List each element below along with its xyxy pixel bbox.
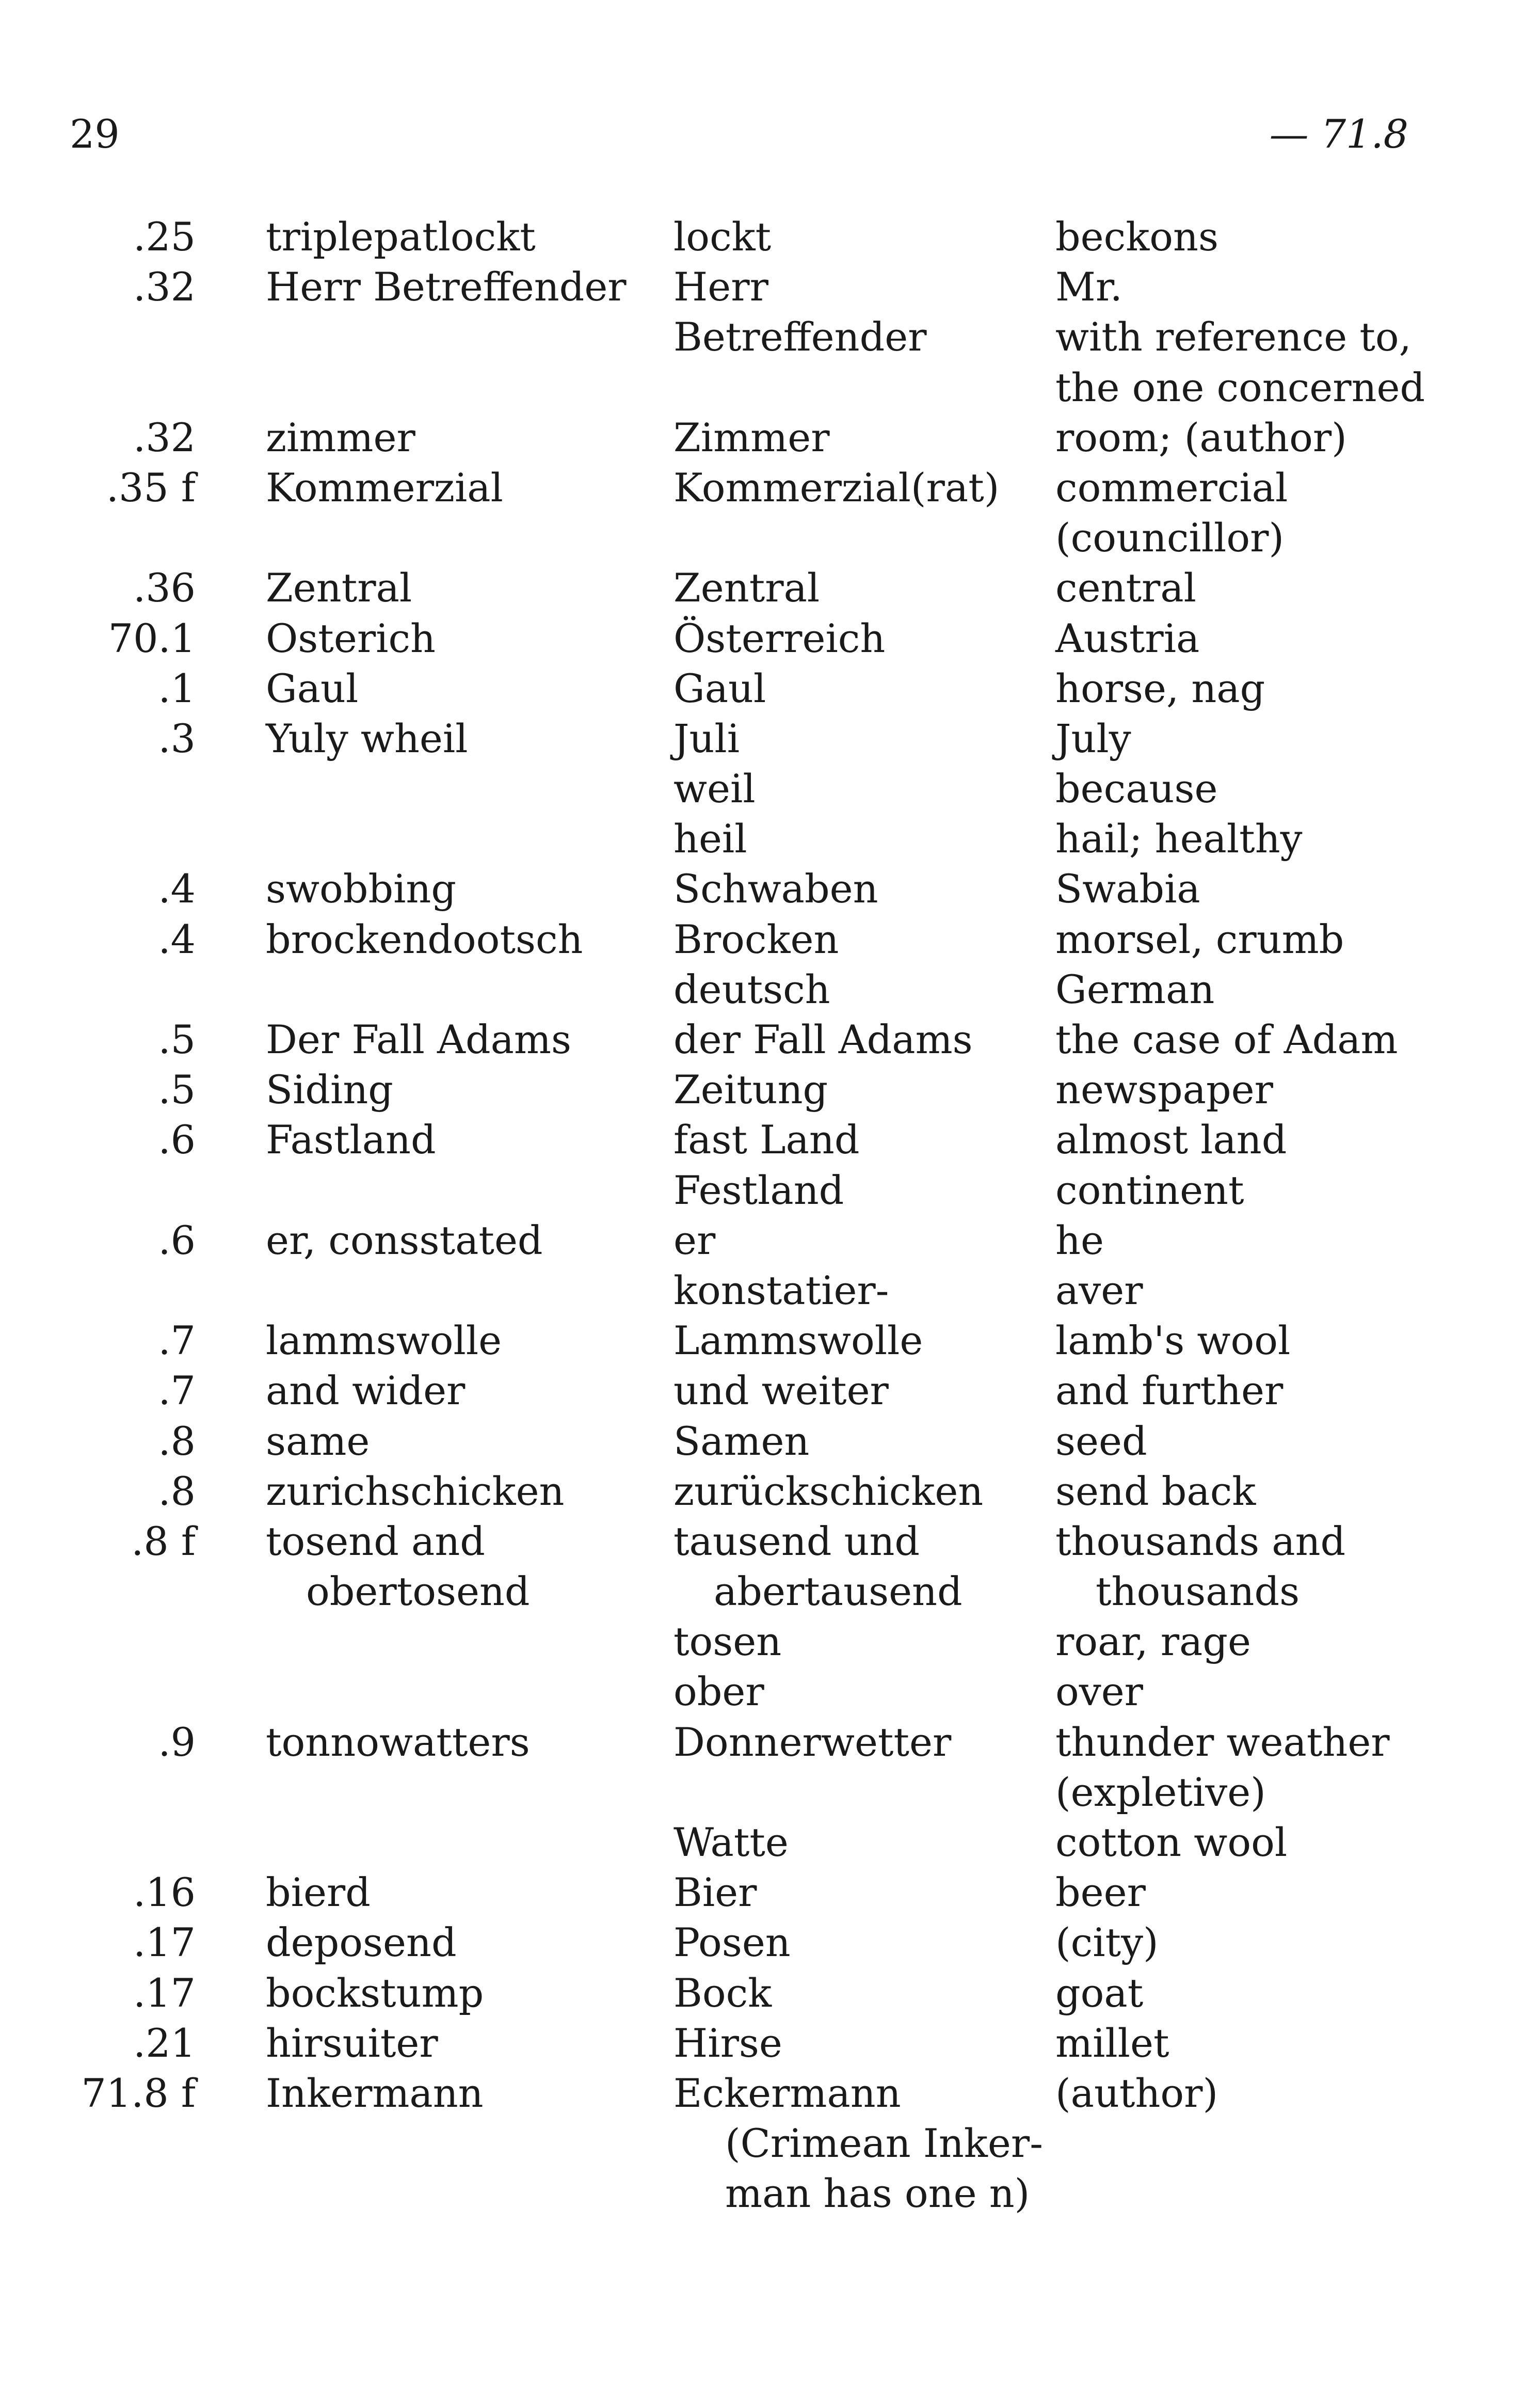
english-gloss-cell: Swabia — [1055, 866, 1200, 912]
line-ref-cell: .6 — [158, 1117, 196, 1163]
english-gloss-cell: the case of Adam — [1055, 1016, 1398, 1062]
glossary-row — [0, 1014, 1540, 1065]
german-word-cell: Zimmer — [673, 414, 830, 460]
english-gloss-cell: thunder weather — [1055, 1719, 1390, 1765]
line-ref-cell: .7 — [158, 1317, 196, 1364]
german-word-cell: konstatier- — [673, 1267, 889, 1313]
line-ref-cell: .17 — [133, 1919, 196, 1966]
german-word-cell: weil — [673, 766, 756, 812]
german-word-cell: Festland — [673, 1167, 844, 1213]
line-ref-cell: .8 — [158, 1418, 196, 1464]
english-gloss-cell: he — [1055, 1217, 1104, 1263]
glossary-row — [0, 1917, 1540, 1967]
german-word-cell: fast Land — [673, 1117, 860, 1163]
english-gloss-cell: lamb's wool — [1055, 1317, 1291, 1364]
glossary-row — [0, 914, 1540, 964]
german-word-cell: tosen — [673, 1618, 782, 1665]
line-ref-cell: 70.1 — [108, 615, 196, 661]
line-ref-cell: .3 — [158, 715, 196, 761]
line-ref-cell: .9 — [158, 1719, 196, 1765]
german-word-cell: heil — [673, 816, 747, 862]
english-gloss-cell: seed — [1055, 1418, 1147, 1464]
glossary-row — [0, 1666, 1540, 1717]
glossary-row — [0, 2168, 1540, 2218]
line-ref-cell: .36 — [133, 565, 196, 611]
german-word-cell: man has one n) — [725, 2170, 1030, 2217]
line-ref-cell: .5 — [158, 1016, 196, 1062]
line-ref-cell: .4 — [158, 866, 196, 912]
german-word-cell: er — [673, 1217, 716, 1263]
joyce-word-cell: same — [266, 1418, 370, 1464]
german-word-cell: Juli — [673, 715, 740, 761]
english-gloss-cell: Austria — [1055, 615, 1200, 661]
joyce-word-cell: Kommerzial — [266, 464, 503, 511]
glossary-row — [0, 1365, 1540, 1416]
glossary-row — [0, 1315, 1540, 1365]
joyce-word-cell: hirsuiter — [266, 2020, 438, 2066]
german-word-cell: Brocken — [673, 916, 839, 962]
glossary-row — [0, 1115, 1540, 1165]
glossary-row — [0, 1616, 1540, 1666]
german-word-cell: zurückschicken — [673, 1468, 984, 1514]
english-gloss-cell: German — [1055, 966, 1215, 1012]
glossary-row — [0, 1516, 1540, 1566]
german-word-cell: Gaul — [673, 665, 766, 711]
joyce-word-cell: Herr Betreffender — [266, 264, 627, 310]
german-word-cell: Herr — [673, 264, 768, 310]
line-ref-cell: .17 — [133, 1969, 196, 2016]
glossary-row — [0, 362, 1540, 412]
english-gloss-cell: continent — [1055, 1167, 1244, 1213]
line-ref-cell: .8 — [158, 1468, 196, 1514]
glossary-row — [0, 1165, 1540, 1215]
glossary-row — [0, 964, 1540, 1014]
glossary-row — [0, 1416, 1540, 1466]
line-ref-cell: .32 — [133, 414, 196, 460]
line-ref-cell: .7 — [158, 1368, 196, 1414]
glossary-row — [0, 613, 1540, 663]
glossary-row — [0, 513, 1540, 563]
joyce-word-cell: triplepatlockt — [266, 214, 536, 260]
german-word-cell: (Crimean Inker- — [725, 2120, 1043, 2167]
joyce-word-cell: Siding — [266, 1067, 393, 1113]
english-gloss-cell: commercial — [1055, 464, 1288, 511]
english-gloss-cell: beckons — [1055, 214, 1218, 260]
german-word-cell: Bier — [673, 1869, 757, 1916]
german-word-cell: tausend und — [673, 1518, 920, 1564]
glossary-row — [0, 1265, 1540, 1315]
glossary-row — [0, 1466, 1540, 1516]
german-word-cell: Watte — [673, 1819, 789, 1865]
line-ref-cell: .5 — [158, 1067, 196, 1113]
glossary-row — [0, 713, 1540, 764]
german-word-cell: Betreffender — [673, 314, 927, 360]
german-word-cell: Eckermann — [673, 2070, 901, 2116]
joyce-word-cell: Yuly wheil — [266, 715, 468, 761]
english-gloss-cell: newspaper — [1055, 1067, 1273, 1113]
english-gloss-cell: July — [1055, 715, 1131, 761]
english-gloss-cell: beer — [1055, 1869, 1146, 1916]
german-word-cell: Lammswolle — [673, 1317, 923, 1364]
joyce-word-cell: and wider — [266, 1368, 466, 1414]
line-ref-cell: .8 f — [131, 1518, 196, 1564]
english-gloss-cell: millet — [1055, 2020, 1169, 2066]
english-gloss-cell: (author) — [1055, 2070, 1218, 2116]
german-word-cell: abertausend — [714, 1568, 962, 1615]
joyce-word-cell: deposend — [266, 1919, 457, 1966]
german-word-cell: Hirse — [673, 2020, 782, 2066]
english-gloss-cell: goat — [1055, 1969, 1144, 2016]
english-gloss-cell: cotton wool — [1055, 1819, 1288, 1865]
glossary-row — [0, 1767, 1540, 1817]
glossary-row — [0, 1215, 1540, 1265]
glossary-row — [0, 1717, 1540, 1767]
joyce-word-cell: Inkermann — [266, 2070, 484, 2116]
joyce-word-cell: obertosend — [306, 1568, 530, 1615]
glossary-row — [0, 663, 1540, 713]
english-gloss-cell: horse, nag — [1055, 665, 1265, 711]
glossary-table — [0, 212, 1540, 2219]
glossary-row — [0, 2118, 1540, 2168]
german-word-cell: deutsch — [673, 966, 830, 1012]
glossary-row — [0, 1867, 1540, 1917]
glossary-row — [0, 212, 1540, 262]
joyce-word-cell: Der Fall Adams — [266, 1016, 571, 1062]
german-word-cell: Zeitung — [673, 1067, 828, 1113]
english-gloss-cell: (city) — [1055, 1919, 1159, 1966]
glossary-row — [0, 262, 1540, 312]
english-gloss-cell: Mr. — [1055, 264, 1122, 310]
joyce-word-cell: Osterich — [266, 615, 436, 661]
line-ref-cell: .16 — [133, 1869, 196, 1916]
joyce-word-cell: tonnowatters — [266, 1719, 530, 1765]
page-number: 29 — [70, 111, 120, 157]
english-gloss-cell: thousands — [1096, 1568, 1300, 1615]
german-word-cell: Donnerwetter — [673, 1719, 952, 1765]
line-ref-cell: .1 — [158, 665, 196, 711]
english-gloss-cell: roar, rage — [1055, 1618, 1251, 1665]
glossary-row — [0, 764, 1540, 814]
line-ref-cell: .25 — [133, 214, 196, 260]
glossary-row — [0, 563, 1540, 613]
joyce-word-cell: Fastland — [266, 1117, 436, 1163]
glossary-row — [0, 814, 1540, 864]
german-word-cell: Zentral — [673, 565, 820, 611]
german-word-cell: Schwaben — [673, 866, 878, 912]
english-gloss-cell: almost land — [1055, 1117, 1287, 1163]
glossary-row — [0, 2068, 1540, 2118]
line-ref-cell: .4 — [158, 916, 196, 962]
german-word-cell: Kommerzial(rat) — [673, 464, 1000, 511]
glossary-row — [0, 1968, 1540, 2018]
english-gloss-cell: over — [1055, 1669, 1143, 1715]
joyce-word-cell: tosend and — [266, 1518, 485, 1564]
glossary-row — [0, 2018, 1540, 2068]
english-gloss-cell: morsel, crumb — [1055, 916, 1344, 962]
german-word-cell: und weiter — [673, 1368, 889, 1414]
glossary-row — [0, 1817, 1540, 1867]
glossary-row — [0, 412, 1540, 463]
english-gloss-cell: aver — [1055, 1267, 1143, 1313]
german-word-cell: Posen — [673, 1919, 791, 1966]
line-ref-cell: .21 — [133, 2020, 196, 2066]
english-gloss-cell: (expletive) — [1055, 1769, 1266, 1815]
glossary-row — [0, 1566, 1540, 1616]
english-gloss-cell: (councillor) — [1055, 515, 1285, 561]
glossary-row — [0, 1065, 1540, 1115]
german-word-cell: Österreich — [673, 615, 886, 661]
joyce-word-cell: bierd — [266, 1869, 371, 1916]
joyce-word-cell: Zentral — [266, 565, 412, 611]
joyce-word-cell: Gaul — [266, 665, 359, 711]
english-gloss-cell: and further — [1055, 1368, 1284, 1414]
joyce-word-cell: brockendootsch — [266, 916, 583, 962]
line-reference: — 71.8 — [1269, 111, 1408, 157]
line-ref-cell: .32 — [133, 264, 196, 310]
glossary-row — [0, 864, 1540, 914]
german-word-cell: ober — [673, 1669, 764, 1715]
german-word-cell: der Fall Adams — [673, 1016, 973, 1062]
english-gloss-cell: because — [1055, 766, 1218, 812]
english-gloss-cell: with reference to, — [1055, 314, 1411, 360]
joyce-word-cell: zurichschicken — [266, 1468, 565, 1514]
joyce-word-cell: zimmer — [266, 414, 415, 460]
joyce-word-cell: er, consstated — [266, 1217, 543, 1263]
line-ref-cell: 71.8 f — [81, 2070, 196, 2116]
line-ref-cell: .6 — [158, 1217, 196, 1263]
english-gloss-cell: hail; healthy — [1055, 816, 1303, 862]
english-gloss-cell: the one concerned — [1055, 364, 1425, 410]
english-gloss-cell: room; (author) — [1055, 414, 1347, 460]
german-word-cell: Samen — [673, 1418, 810, 1464]
english-gloss-cell: thousands and — [1055, 1518, 1346, 1564]
joyce-word-cell: bockstump — [266, 1969, 484, 2016]
glossary-row — [0, 312, 1540, 362]
german-word-cell: lockt — [673, 214, 772, 260]
english-gloss-cell: central — [1055, 565, 1196, 611]
german-word-cell: Bock — [673, 1969, 772, 2016]
line-ref-cell: .35 f — [106, 464, 196, 511]
joyce-word-cell: lammswolle — [266, 1317, 502, 1364]
english-gloss-cell: send back — [1055, 1468, 1256, 1514]
glossary-row — [0, 463, 1540, 513]
joyce-word-cell: swobbing — [266, 866, 457, 912]
